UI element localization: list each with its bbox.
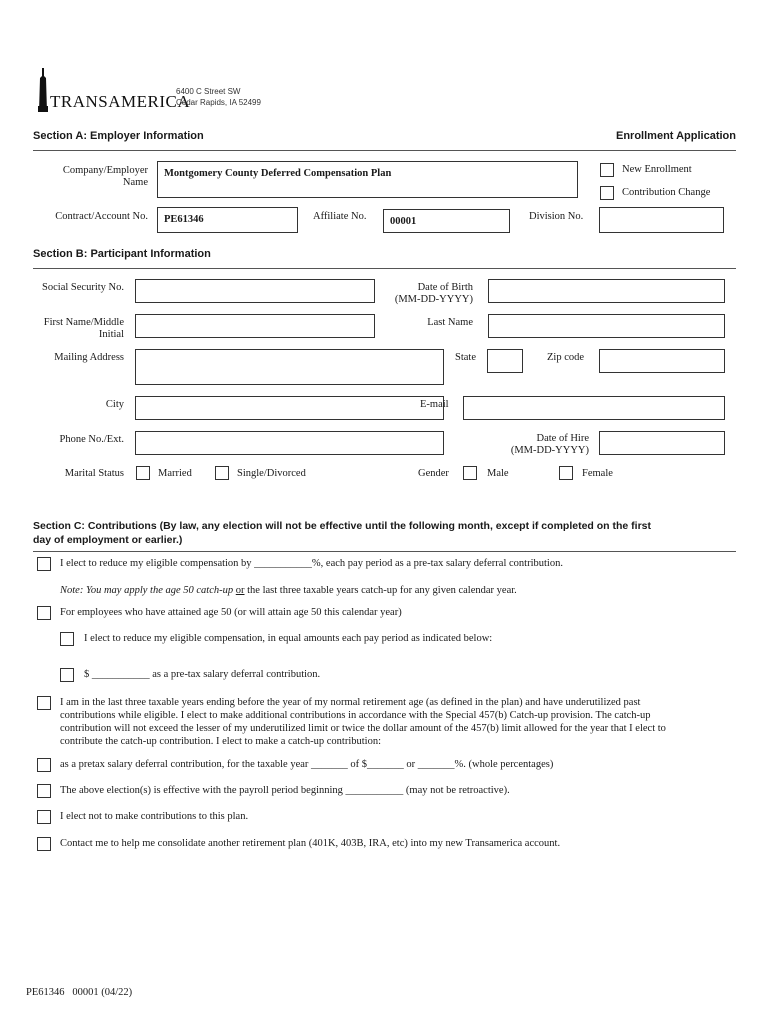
new-enrollment-checkbox[interactable] [600,163,614,177]
division-field[interactable] [599,207,724,233]
no-contributions-text: I elect not to make contributions to this plan. [60,811,249,822]
age-50-text: For employees who have attained age 50 (or will attain age 50 this calendar year) [60,607,402,618]
mailing-address-label: Mailing Address [54,352,124,363]
no-contributions-checkbox[interactable] [37,810,51,824]
female-checkbox[interactable] [559,466,573,480]
first-name-label-line-1: First Name/Middle [43,317,124,328]
transamerica-logo [36,68,266,114]
phone-label: Phone No./Ext. [59,434,124,445]
section-c-title-line-1: Section C: Contributions (By law, any election will not be effective until the following month, except if completed on the first [33,520,651,532]
gender-label: Gender [418,468,449,479]
affiliate-value: 00001 [390,216,417,227]
date-of-hire-field[interactable] [599,431,725,455]
date-of-hire-label-line-1: Date of Hire [536,433,589,444]
ssn-label: Social Security No. [42,282,124,293]
ssn-field[interactable] [135,279,375,303]
company-employer-name-field[interactable] [157,161,578,198]
brand-name: TRANSAMERICA [50,92,191,111]
city-label: City [105,399,124,410]
last-name-label: Last Name [427,317,473,328]
first-name-label-line-2: Initial [98,329,124,340]
married-label: Married [158,468,192,479]
zip-code-label: Zip code [547,352,585,363]
age-50-checkbox[interactable] [37,606,51,620]
form-title: Enrollment Application [616,130,736,142]
state-label: State [455,352,476,363]
contract-account-value: PE61346 [164,214,204,225]
married-checkbox[interactable] [136,466,150,480]
dob-label-line-1: Date of Birth [417,282,473,293]
dollar-amount-text: $ ___________ as a pre-tax salary deferral contribution. [84,669,321,680]
first-name-field[interactable] [135,314,375,338]
company-label [33,165,148,189]
catch-up-note-or: or [235,585,245,596]
last-name-field[interactable] [488,314,725,338]
new-enrollment-label: New Enrollment [622,164,692,175]
dob-label-line-2: (MM-DD-YYYY) [394,294,473,305]
consolidate-text: Contact me to help me consolidate another retirement plan (401K, 403B, IRA, etc) into my new Transamerica account. [60,838,561,849]
effective-date-text: The above election(s) is effective with the payroll period beginning ___________ (may not be retroactive). [60,785,510,796]
section-c-title [33,519,738,547]
pretax-catch-up-checkbox[interactable] [37,758,51,772]
division-label: Division No. [529,211,584,222]
contribution-change-checkbox[interactable] [600,186,614,200]
contract-account-field[interactable] [157,207,298,233]
male-checkbox[interactable] [463,466,477,480]
date-of-hire-label-line-2: (MM-DD-YYYY) [510,445,589,456]
section-c-title-line-2: day of employment or earlier.) [33,534,183,546]
special-catch-up-line-3: contribution will not exceed the lesser of my underutilized limit or twice the dollar amount of the 457(b) limit allowed for the year that I elect to [60,723,666,734]
address-line-2: Cedar Rapids, IA 52499 [176,98,261,107]
section-a-divider [33,150,736,151]
dob-field[interactable] [488,279,725,303]
email-label: E-mail [420,399,449,410]
single-divorced-label: Single/Divorced [237,468,306,479]
company-label-line-2: Name [122,177,148,188]
section-b-divider [33,268,736,269]
affiliate-label: Affiliate No. [313,211,367,222]
special-catch-up-line-4: contribute the catch-up contribution. I elect to make a catch-up contribution: [60,736,382,747]
marital-status-label: Marital Status [64,468,124,479]
dollar-amount-checkbox[interactable] [60,668,74,682]
special-catch-up-checkbox[interactable] [37,696,51,710]
equal-amounts-text: I elect to reduce my eligible compensation, in equal amounts each pay period as indicated below: [84,633,493,644]
mailing-address-field[interactable] [135,349,444,385]
address-line-1: 6400 C Street SW [176,87,241,96]
catch-up-note-rest: the last three taxable years catch-up for any given calendar year. [247,585,517,596]
consolidate-checkbox[interactable] [37,837,51,851]
section-b-title: Section B: Participant Information [33,248,211,260]
pyramid-icon [36,68,50,112]
male-label: Male [487,468,509,479]
contribution-change-label: Contribution Change [622,187,711,198]
section-a-title: Section A: Employer Information [33,130,204,142]
female-label: Female [582,468,613,479]
pretax-catch-up-text: as a pretax salary deferral contribution, for the taxable year _______ of $_______ or _______%. (whole percentages) [60,759,554,770]
company-label-line-1: Company/Employer [62,165,148,176]
reduce-compensation-text: I elect to reduce my eligible compensation by ___________%, each pay period as a pre-tax salary deferral contribution. [60,558,563,569]
affiliate-field[interactable] [383,209,510,233]
special-catch-up-line-1: I am in the last three taxable years ending before the year of my normal retirement age (as defined in the plan) and have underutilized past [60,697,641,708]
zip-code-field[interactable] [599,349,725,373]
catch-up-note-italic: Note: You may apply the age 50 catch-up [60,585,234,596]
special-catch-up-text [60,696,740,748]
reduce-compensation-checkbox[interactable] [37,557,51,571]
company-employer-name-value: Montgomery County Deferred Compensation Plan [164,168,392,179]
state-field[interactable] [487,349,523,373]
single-divorced-checkbox[interactable] [215,466,229,480]
phone-field[interactable] [135,431,444,455]
special-catch-up-line-2: contributions while eligible. I elect to make additional contributions in accordance with the Special 457(b) Catch-up provision. The catch-up [60,710,651,721]
section-c-divider [33,551,736,552]
effective-date-checkbox[interactable] [37,784,51,798]
first-name-label [33,317,124,341]
footer-form-code: PE61346 00001 (04/22) [26,987,133,998]
catch-up-note [60,585,517,596]
equal-amounts-checkbox[interactable] [60,632,74,646]
email-field[interactable] [463,396,725,420]
city-field[interactable] [135,396,444,420]
date-of-hire-label [480,433,589,457]
contract-label: Contract/Account No. [55,211,148,222]
dob-label [380,282,473,306]
